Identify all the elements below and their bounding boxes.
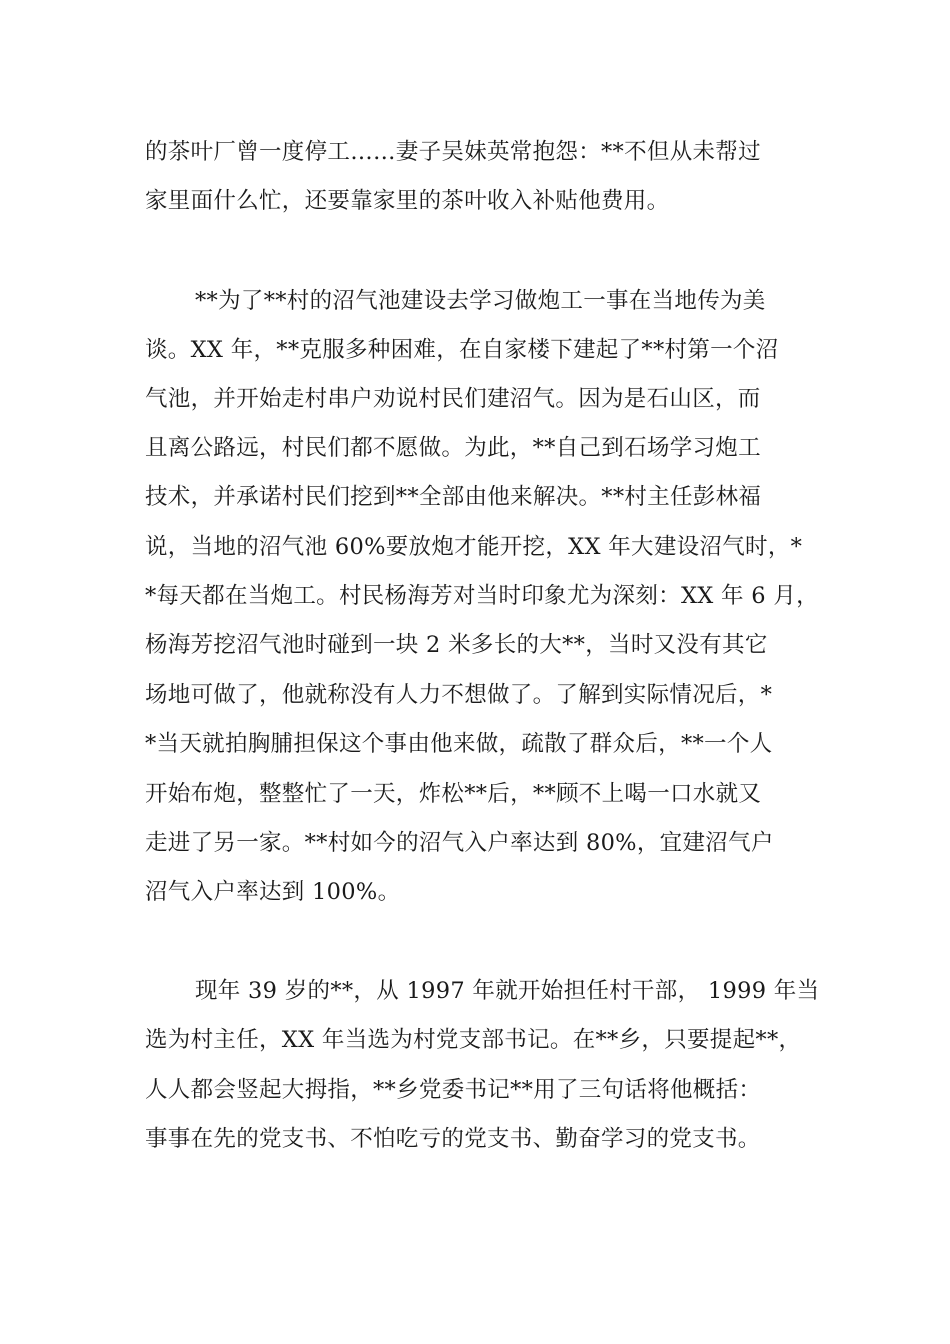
text-line: 的茶叶厂曾一度停工……妻子吴妹英常抱怨：**不但从未帮过 [145, 139, 761, 165]
text-line: 开始布炮，整整忙了一天，炸松**后，**顾不上喝一口水就又 [145, 781, 762, 807]
text-line: 现年 39 岁的**，从 1997 年就开始担任村干部， 1999 年当 [195, 978, 820, 1004]
text-line: **为了**村的沼气池建设去学习做炮工一事在当地传为美 [195, 288, 766, 314]
text-line: 人人都会竖起大拇指，**乡党委书记**用了三句话将他概括： [145, 1077, 762, 1103]
text-line: *当天就拍胸脯担保这个事由他来做，疏散了群众后，**一个人 [145, 731, 773, 757]
text-line: 技术，并承诺村民们挖到**全部由他来解决。**村主任彭林福 [145, 484, 762, 510]
text-line: *每天都在当炮工。村民杨海芳对当时印象尤为深刻：XX 年 6 月， [145, 583, 819, 609]
text-line: 家里面什么忙，还要靠家里的茶叶收入补贴他费用。 [145, 188, 670, 214]
text-line: 说，当地的沼气池 60%要放炮才能开挖，XX 年大建设沼气时，* [145, 534, 803, 560]
text-line: 场地可做了，他就称没有人力不想做了。了解到实际情况后，* [145, 682, 773, 708]
text-line: 事事在先的党支书、不怕吃亏的党支书、勤奋学习的党支书。 [145, 1126, 761, 1152]
text-line: 且离公路远，村民们都不愿做。为此，**自己到石场学习炮工 [145, 435, 761, 461]
text-line: 走进了另一家。**村如今的沼气入户率达到 80%，宜建沼气户 [145, 830, 774, 856]
text-line: 杨海芳挖沼气池时碰到一块 2 米多长的大**，当时又没有其它 [145, 632, 768, 658]
text-line: 沼气入户率达到 100%。 [145, 879, 401, 905]
text-line: 选为村主任，XX 年当选为村党支部书记。在**乡，只要提起**， [145, 1027, 802, 1053]
text-line: 气池，并开始走村串户劝说村民们建沼气。因为是石山区，而 [145, 386, 761, 412]
text-line: 谈。XX 年，**克服多种困难，在自家楼下建起了**村第一个沼 [145, 337, 779, 363]
